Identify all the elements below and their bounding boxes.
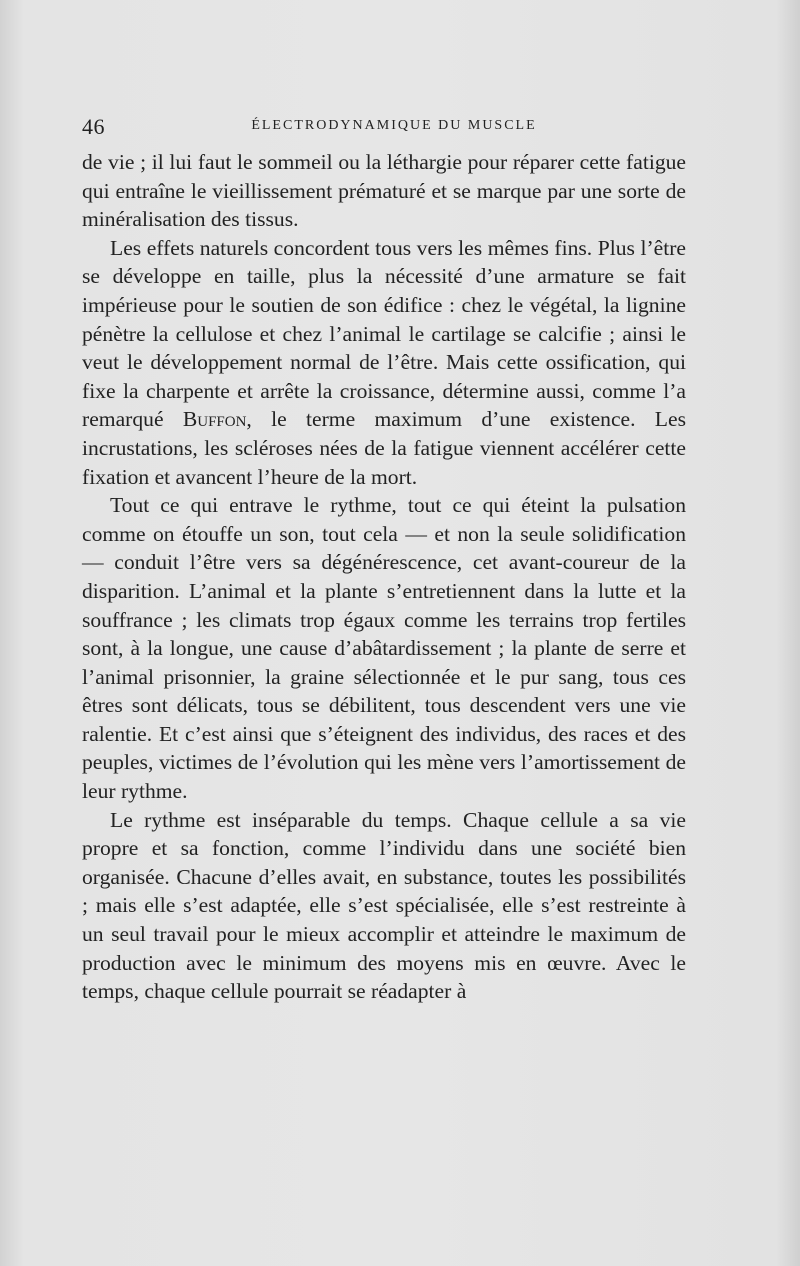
page-header (82, 114, 686, 138)
page-number: 46 (82, 114, 105, 139)
paragraph: Le rythme est inséparable du temps. Chaque cellule a sa vie propre et sa fonction, comme l’individu dans une société bien organisée. Chacune d’elles avait, en substance, toutes les possibilités ; mais elle s’est adaptée, elle s’est spécialisée, elle s’est restreinte à un seul travail pour le mieux accomplir et atteindre le maximum de production avec le minimum des moyens mis en œuvre. Avec le temps, chaque cellule pourrait se réadapter à (82, 807, 686, 1004)
paragraph: Tout ce qui entrave le rythme, tout ce qui éteint la pulsation comme on étouffe un son, tout cela — et non la seule solidification — conduit l’être vers sa dégénérescence, cet avant-coureur de la disparition. L’animal et la plante s’entretiennent dans la lutte et la souffrance ; les climats trop égaux comme les terrains trop fertiles sont, à la longue, une cause d’abâtardissement ; la plante de serre et l’animal prisonnier, la graine sélectionnée et le pur sang, tous ces êtres sont délicats, tous se débilitent, tous descendent vers une vie ralentie. Et c’est ainsi que s’éteignent des individus, des races et des peuples, victimes de l’évolution qui les mène vers l’amortissement de leur rythme. (82, 493, 686, 804)
author-name-buffon: Buffon (182, 407, 247, 432)
body-text (82, 148, 686, 1006)
paragraph-text: Les effets naturels concordent tous vers les mêmes fins. Plus l’être se développe en taille, plus la nécessité d’une armature se fait impérieuse pour le soutien de son édifice : chez le végétal, la lignine pénètre la cellulose et chez l’animal le cartilage se calcifie ; ainsi le veut le développement normal de l’être. Mais cette ossification, qui fixe la charpente et arrête la croissance, détermine aussi, comme l’a remarqué (82, 235, 686, 432)
running-title: ÉLECTRODYNAMIQUE DU MUSCLE (251, 118, 537, 133)
paragraph (82, 234, 686, 491)
paragraph-continued: de vie ; il lui faut le sommeil ou la léthargie pour réparer cette fatigue qui entraîne le vieillissement prématuré et se marque par une sorte de minéralisation des tissus. (82, 150, 686, 232)
paragraph-text: , le terme maximum d’une existence. Les incrustations, les scléroses nées de la fatigue viennent accélérer cette fixation et avancent l’heure de la mort. (82, 407, 686, 489)
